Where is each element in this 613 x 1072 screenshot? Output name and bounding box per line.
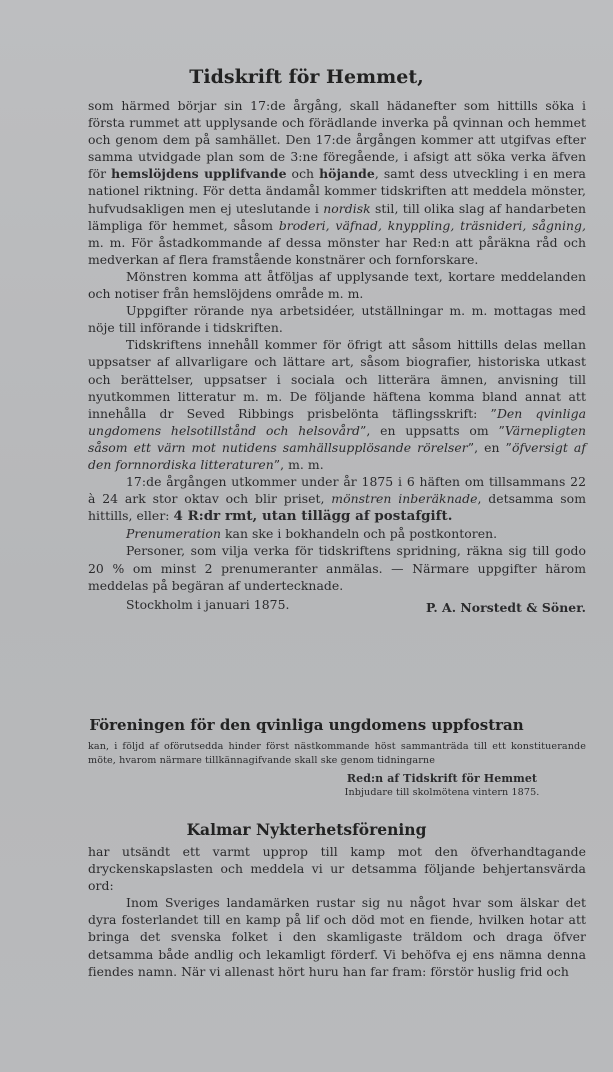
section-kalmar-body xyxy=(88,843,586,980)
forening-signer: Red:n af Tidskrift för Hemmet xyxy=(346,772,538,785)
paragraph-subscription: Prenumeration kan ske i bokhandeln och på postkontoren. xyxy=(126,526,498,542)
section-tidskrift-body xyxy=(88,97,586,616)
forening-signer-note: Inbjudare till skolmötena vintern 1875. xyxy=(344,787,540,798)
paragraph-price: 17:de årgången utkommer under år 1875 i 6 häften om tillsammans 22 à 24 ark stor oktav och blir priset, mönstren inberäknade, detsamma som hittills, eller: 4 R:dr rmt, utan tillägg af postafgift. xyxy=(88,474,586,525)
paragraph-ideas: Uppgifter rörande nya arbetsidéer, utställningar m. m. mottagas med nöje till införande i tidskriften. xyxy=(88,303,586,336)
kalmar-paragraph-1: har utsändt ett varmt upprop till kamp mot den öfverhandtagande dryckenskapslasten och meddela vi ur detsamma följande behjertansvärda ord: xyxy=(88,844,586,894)
section-title-forening: Föreningen för den qvinliga ungdomens uppfostran xyxy=(89,716,524,734)
section-title-kalmar: Kalmar Nykterhetsförening xyxy=(186,820,427,839)
publisher-signature: P. A. Norstedt & Söner. xyxy=(426,599,586,615)
dateline: Stockholm i januari 1875. xyxy=(126,596,290,612)
paragraph-patterns: Mönstren komma att åtföljas af upplysande text, kortare meddelanden och notiser från hemslöjdens område m. m. xyxy=(88,268,586,302)
section-forening-body xyxy=(88,740,586,800)
paragraph-intro: som härmed börjar sin 17:de årgång, skall hädanefter som hittills söka i första rummet att upplysande och förädlande inverka på qvinnan och hemmet och genom dem på samhället. Den 17:de årgången kommer att utgifvas efter samma utvidgade plan som de 3:ne föregående, i afsigt att söka verka äfven för hemslöjdens upplifvande och höjande, samt dess utveckling i en mera nationel riktning. För detta ändamål kommer tidskriften att meddela mönster, hufvudsakligen men ej uteslutande i nordisk stil, till olika slag af handarbeten lämpliga för hemmet, såsom broderi, väfnad, knyppling, träsnideri, sågning, m. m. För åstadkommande af dessa mönster har Red:n att påräkna råd och medverkan af flera framstående konstnärer och fornforskare. xyxy=(88,98,587,267)
signature-line xyxy=(88,596,586,613)
forening-notice: kan, i följd af oförutsedda hinder först nästkommande höst sammanträda till ett konstituerande möte, hvarom närmare tillkännagifvande skall ske genom tidningarne xyxy=(88,741,586,766)
paragraph-agents: Personer, som vilja verka för tidskriftens spridning, räkna sig till godo 20 % om minst 2 prenumeranter anmälas. — Närmare uppgifter härom meddelas på begäran af undertecknade. xyxy=(88,543,586,593)
section-title-tidskrift: Tidskrift för Hemmet, xyxy=(189,66,424,88)
paragraph-contents: Tidskriftens innehåll kommer för öfrigt att såsom hittills delas mellan uppsatser af allvarligare och lättare art, såsom biografier, historiska utkast och berättelser, uppsatser i sociala och litterära ämnen, anvisning till nyutkommen litteratur m. m. De följande häftena komma bland annat att innehålla dr Seved Ribbings prisbelönta täflingsskrift: ”Den qvinliga ungdomens helsotillstånd och helsovård”, en uppsatts om ”Värnepligten såsom ett värn mot nutidens samhällsupplösande rörelser”, en ”öfversigt af den fornnordiska litteraturen”, m. m. xyxy=(88,337,587,472)
kalmar-paragraph-2: Inom Sveriges landamärken rustar sig nu något hvar som älskar det dyra fosterlandet till en kamp på lif och död mot en fiende, hvilken hotar att bringa det svenska folket i den skamligaste träldom och draga öfver detsamma både andlig och lekamligt förderf. Vi behöfva ej ens nämna denna fiendes namn. När vi allenast hört huru han far fram: förstör huslig frid och xyxy=(88,895,586,979)
